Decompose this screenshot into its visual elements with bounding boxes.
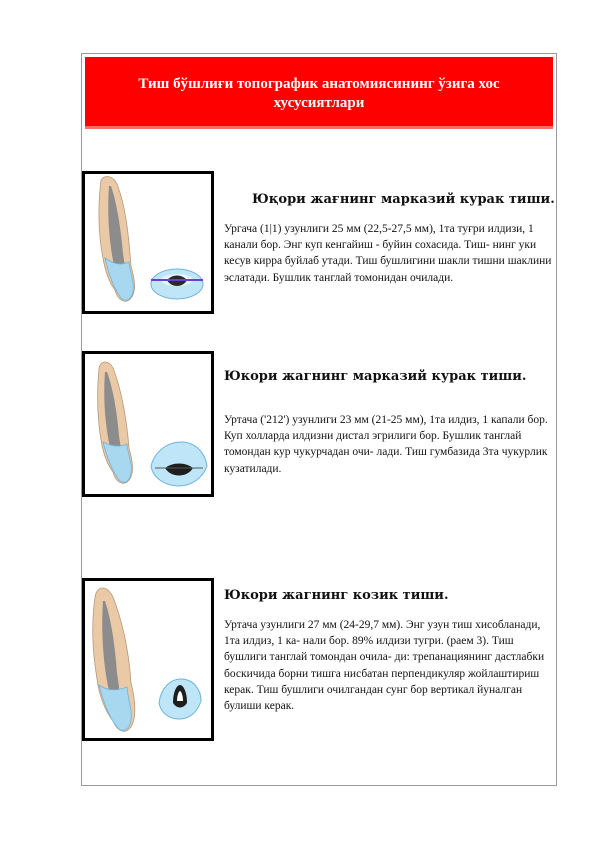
lateral-incisor-icon: [85, 354, 211, 494]
section-text: Уртача узунлиги 27 мм (24-29,7 мм). Энг узун тиш хисобланади, 1та илдиз, 1 ка- нали бор. 89% илдизи тугри. (раем 3). Тиш бушлиги танглай томондан очила- ди: трепанациянинг дастлабки боскичида борни тишга нисбатан перпендикуляр жойлаштириш керак. Тиш бушлиги очилгандан сунг бор вертикал йуналган булиши керак.: [224, 619, 545, 713]
section-heading: Юқори жағнинг марказий курак тиши.: [252, 192, 555, 207]
central-incisor-image: [82, 171, 214, 314]
lateral-incisor-image: [82, 351, 214, 497]
section-text: Уртача ('212') узунлиги 23 мм (21-25 мм), 1та илдиз, 1 капали бор. Куп холларда илдизни дистал эгрилиги бор. Бушлик танглай томондан кур чукурчадан очи- лади. Тиш гумбазида 3та чукурлик кузатилади.: [224, 414, 548, 475]
section-heading: Юкори жагнинг козик тиши.: [224, 588, 449, 603]
canine-icon: [85, 581, 211, 738]
section-heading: Юкори жагнинг марказий курак тиши.: [224, 369, 527, 384]
canine-image: [82, 578, 214, 741]
section-text: Ургача (1|1) узунлиги 25 мм (22,5-27,5 мм), 1та туғри илдизи, 1 канали бор. Энг куп кенгайиш - буйин сохасида. Тиш- нинг уки кесув кирра буйлаб утади. Тиш бушлигини шакли тишни шаклини эслатади. Бушлик танглай томонидан очилади.: [224, 223, 552, 284]
central-incisor-icon: [85, 174, 211, 311]
page-title: Тиш бўшлиғи топографик анатомиясининг ўзига хос хусусиятлари: [85, 57, 553, 129]
